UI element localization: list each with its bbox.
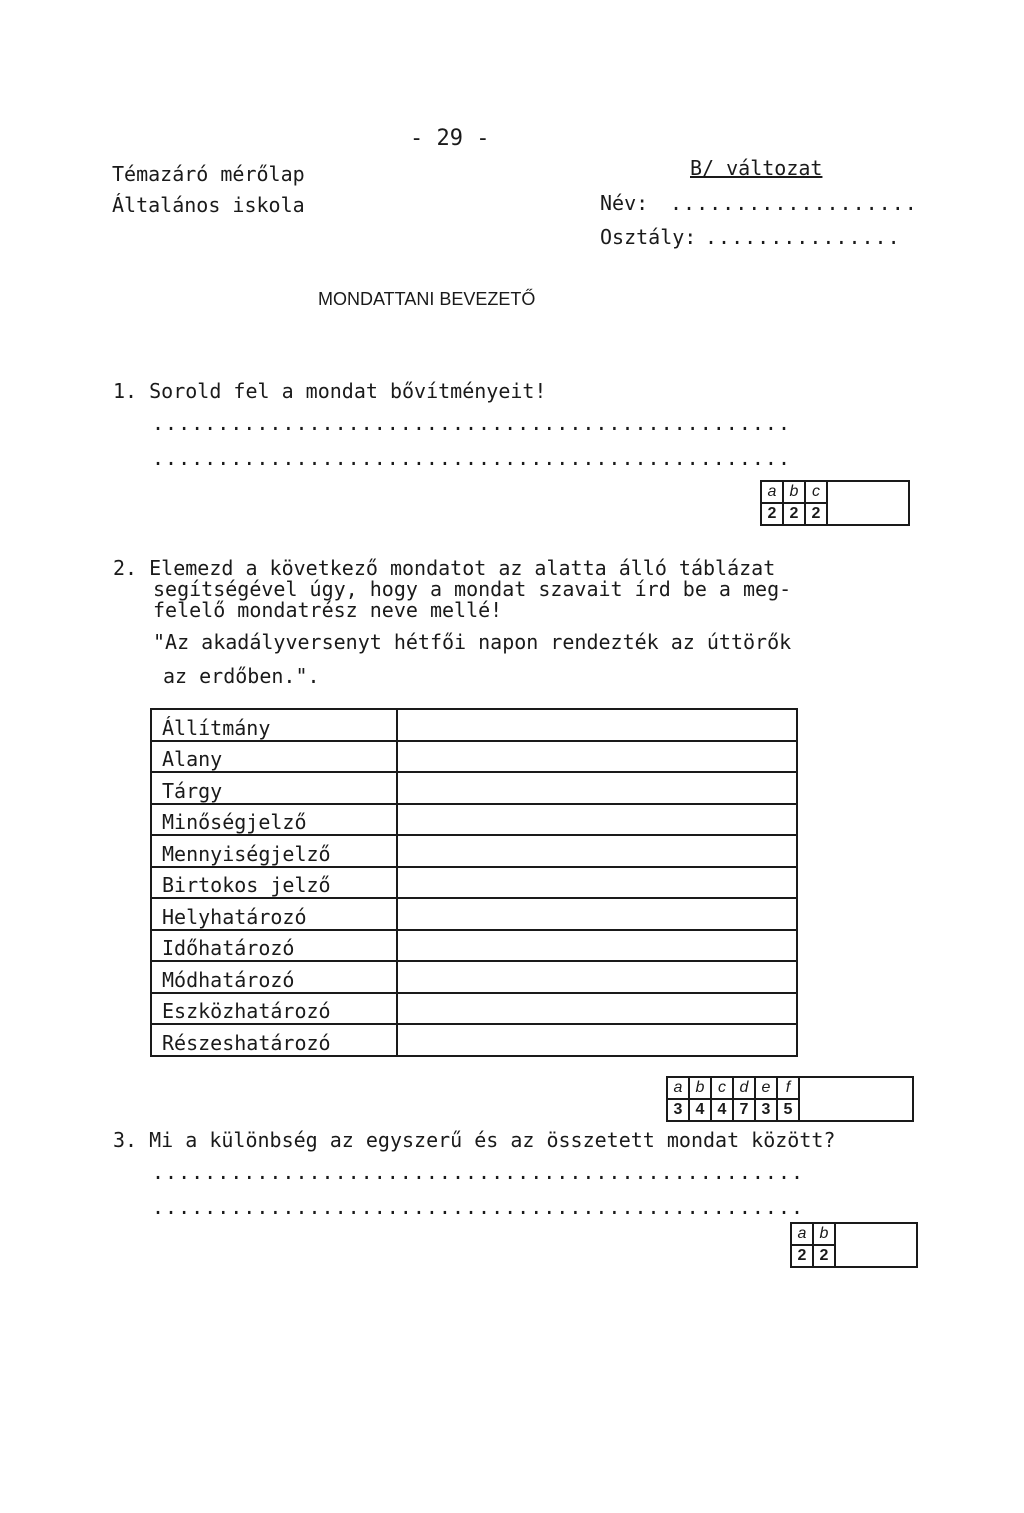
answer-cell[interactable] <box>397 804 797 836</box>
answer-cell[interactable] <box>397 993 797 1025</box>
score-value: 2 <box>767 505 777 522</box>
answer-cell[interactable] <box>397 930 797 962</box>
sentence-part-label: Minőségjelző <box>151 804 397 836</box>
sentence-part-label: Részeshatározó <box>151 1024 397 1056</box>
school-type-label: Általános iskola <box>112 193 305 217</box>
sentence-part-label: Eszközhatározó <box>151 993 397 1025</box>
score-total-cell[interactable] <box>800 1078 912 1120</box>
task2-prompt-line: 2. Elemezd a következő mondatot az alatta álló táblázat <box>113 556 776 580</box>
class-label: Osztály: <box>600 225 697 249</box>
page-number: - 29 - <box>410 126 490 151</box>
task3-answer-line[interactable]: .................................................. <box>152 1160 805 1184</box>
score-header: b <box>814 1224 834 1246</box>
score-value: 2 <box>811 505 821 522</box>
score-total-cell[interactable] <box>836 1224 916 1266</box>
sentence-part-label: Módhatározó <box>151 961 397 993</box>
table-row <box>151 930 797 962</box>
score-header: c <box>806 482 826 504</box>
task2-prompt-line: segítségével úgy, hogy a mondat szavait írd be a meg- <box>153 577 792 601</box>
sentence-analysis-table <box>150 708 798 1057</box>
score-total-cell[interactable] <box>828 482 908 524</box>
answer-cell[interactable] <box>397 772 797 804</box>
score-value: 7 <box>739 1101 749 1118</box>
answer-cell[interactable] <box>397 741 797 773</box>
task2-sentence: az erdőben.". <box>163 664 320 688</box>
table-row <box>151 709 797 741</box>
task2-sentence: "Az akadályversenyt hétfői napon rendezték az úttörők <box>153 630 792 654</box>
table-row <box>151 835 797 867</box>
answer-cell[interactable] <box>397 961 797 993</box>
sentence-part-label: Mennyiségjelző <box>151 835 397 867</box>
task3-score-box <box>790 1222 918 1268</box>
score-value: 3 <box>673 1101 683 1118</box>
score-header: a <box>792 1224 812 1246</box>
table-row <box>151 772 797 804</box>
score-header: b <box>690 1078 710 1100</box>
score-value: 4 <box>695 1101 705 1118</box>
task2-prompt-line: felelő mondatrész neve mellé! <box>153 598 503 622</box>
score-header: e <box>756 1078 776 1100</box>
test-type-label: Témazáró mérőlap <box>112 162 305 186</box>
task2-score-box <box>666 1076 914 1122</box>
sentence-part-label: Állítmány <box>151 709 397 741</box>
score-value: 4 <box>717 1101 727 1118</box>
score-value: 2 <box>797 1247 807 1264</box>
sentence-part-label: Alany <box>151 741 397 773</box>
task3-prompt: 3. Mi a különbség az egyszerű és az összetett mondat között? <box>113 1128 836 1152</box>
sentence-part-label: Tárgy <box>151 772 397 804</box>
score-header: c <box>712 1078 732 1100</box>
score-value: 2 <box>819 1247 829 1264</box>
table-row <box>151 1024 797 1056</box>
score-header: b <box>784 482 804 504</box>
score-header: a <box>668 1078 688 1100</box>
answer-cell[interactable] <box>397 898 797 930</box>
name-label: Név: <box>600 191 649 215</box>
score-header: d <box>734 1078 754 1100</box>
table-row <box>151 898 797 930</box>
task1-score-box <box>760 480 910 526</box>
table-row <box>151 741 797 773</box>
table-row <box>151 804 797 836</box>
name-field[interactable]: ................... <box>670 191 918 215</box>
task1-answer-line[interactable]: ................................................. <box>152 446 792 470</box>
sentence-part-label: Helyhatározó <box>151 898 397 930</box>
sentence-part-label: Birtokos jelző <box>151 867 397 899</box>
task3-answer-line[interactable]: .................................................. <box>152 1195 805 1219</box>
sentence-part-label: Időhatározó <box>151 930 397 962</box>
answer-cell[interactable] <box>397 867 797 899</box>
variant-label: B/ változat <box>690 156 823 180</box>
answer-cell[interactable] <box>397 1024 797 1056</box>
score-value: 5 <box>783 1101 793 1118</box>
class-field[interactable]: ............... <box>705 225 901 249</box>
table-row <box>151 993 797 1025</box>
answer-cell[interactable] <box>397 709 797 741</box>
score-header: f <box>778 1078 798 1100</box>
worksheet-title: MONDATTANI BEVEZETŐ <box>318 289 536 309</box>
table-row <box>151 867 797 899</box>
score-value: 2 <box>789 505 799 522</box>
score-value: 3 <box>761 1101 771 1118</box>
table-row <box>151 961 797 993</box>
task1-prompt: 1. Sorold fel a mondat bővítményeit! <box>113 379 547 403</box>
answer-cell[interactable] <box>397 835 797 867</box>
score-header: a <box>762 482 782 504</box>
task1-answer-line[interactable]: ................................................. <box>152 411 792 435</box>
